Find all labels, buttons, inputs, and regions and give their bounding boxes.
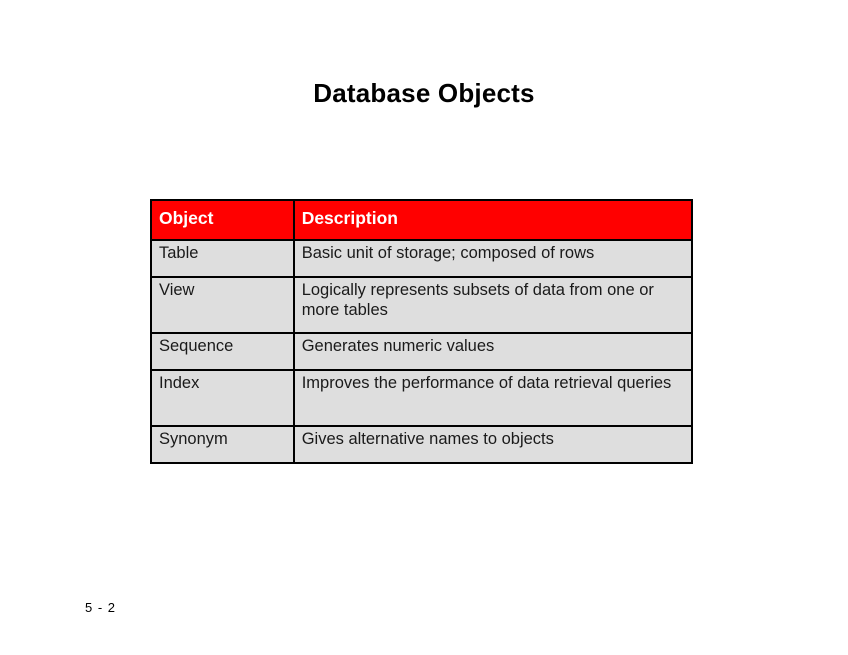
object-cell: Synonym <box>151 426 294 463</box>
database-objects-table <box>150 199 693 464</box>
table-row <box>151 333 692 370</box>
page-title: Database Objects <box>313 78 535 108</box>
object-cell: Sequence <box>151 333 294 370</box>
page-number: 5 - 2 <box>85 600 117 615</box>
table-header-row <box>151 200 692 240</box>
object-cell: View <box>151 277 294 333</box>
description-cell: Basic unit of storage; composed of rows <box>294 240 692 277</box>
table-row <box>151 370 692 426</box>
table-row <box>151 240 692 277</box>
column-header-object: Object <box>151 200 294 240</box>
description-cell: Improves the performance of data retrieval queries <box>294 370 692 426</box>
description-cell: Generates numeric values <box>294 333 692 370</box>
column-header-description: Description <box>294 200 692 240</box>
description-cell: Gives alternative names to objects <box>294 426 692 463</box>
table-row <box>151 277 692 333</box>
description-cell: Logically represents subsets of data from one or more tables <box>294 277 692 333</box>
object-cell: Index <box>151 370 294 426</box>
object-cell: Table <box>151 240 294 277</box>
table-row <box>151 426 692 463</box>
